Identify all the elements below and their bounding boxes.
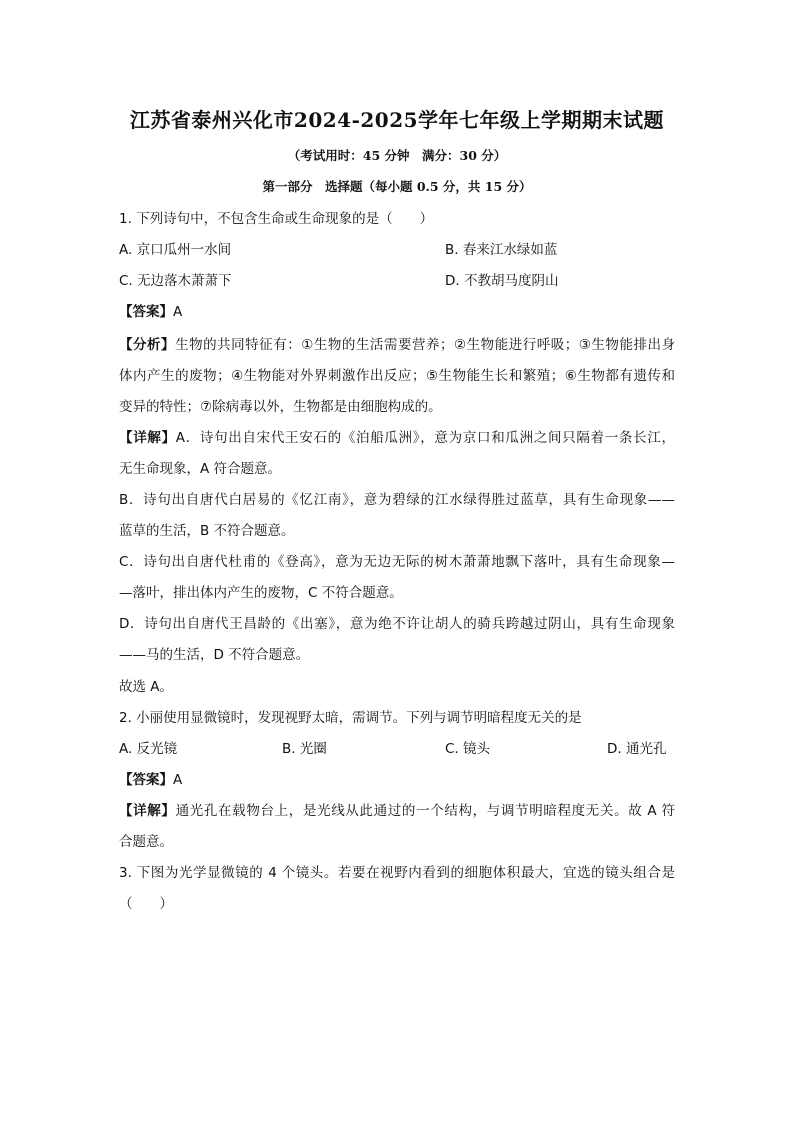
section-heading: 第一部分 选择题（每小题 0.5 分，共 15 分） [262, 179, 532, 194]
q1-detail-line-3: B．诗句出自唐代白居易的《忆江南》，意为碧绿的江水绿得胜过蓝草，具有生命现象—— [119, 492, 675, 508]
answer-value: A [173, 304, 183, 320]
q1-analysis-line-1 [119, 333, 675, 353]
q2-detail-line-1 [119, 799, 675, 819]
q2-detail-line-2: 合题意。 [119, 834, 173, 850]
q2-option-a: A. 反光镜 [119, 741, 178, 757]
detail-text: A．诗句出自宋代王安石的《泊船瓜洲》，意为京口和瓜洲之间只隔着一条长江， [175, 430, 676, 446]
q1-option-d: D. 不教胡马度阴山 [445, 273, 559, 289]
answer-tag: 【答案】 [119, 304, 173, 320]
answer-value: A [173, 772, 183, 788]
q1-detail-line-7: D．诗句出自唐代王昌龄的《出塞》，意为绝不许让胡人的骑兵跨越过阴山，具有生命现象 [119, 616, 675, 632]
q1-detail-line-6: —落叶，排出体内产生的废物，C 不符合题意。 [119, 585, 403, 601]
q1-option-a: A. 京口瓜州一水间 [119, 242, 232, 258]
q2-answer [119, 768, 182, 788]
detail-tag: 【详解】 [119, 803, 176, 819]
q2-option-d: D. 通光孔 [607, 741, 667, 757]
page-title: 江苏省泰州兴化市2024-2025学年七年级上学期期末试题 [129, 108, 665, 132]
q1-detail-line-1 [119, 426, 675, 446]
q1-analysis-line-2: 体内产生的废物；④生物能对外界刺激作出反应；⑤生物能生长和繁殖；⑥生物都有遗传和 [119, 368, 675, 384]
q1-detail-line-5: C．诗句出自唐代杜甫的《登高》，意为无边无际的树木萧萧地飘下落叶，具有生命现象— [119, 554, 675, 570]
detail-text: 通光孔在载物台上，是光线从此通过的一个结构，与调节明暗程度无关。故 A 符 [175, 803, 676, 819]
q1-stem: 1. 下列诗句中，不包含生命或生命现象的是（ ） [119, 211, 434, 227]
analysis-tag: 【分析】 [119, 337, 176, 353]
q2-stem: 2. 小丽使用显微镜时，发现视野太暗，需调节。下列与调节明暗程度无关的是 [119, 710, 582, 726]
detail-tag: 【详解】 [119, 430, 176, 446]
q3-stem-line-2: （ ） [119, 896, 173, 912]
q2-option-b: B. 光圈 [282, 741, 327, 757]
q1-option-c: C. 无边落木萧萧下 [119, 273, 232, 289]
exam-info: （考试用时：45 分钟 满分：30 分） [287, 148, 507, 163]
q1-analysis-line-3: 变异的特性；⑦除病毒以外，生物都是由细胞构成的。 [119, 399, 442, 415]
q1-conclusion: 故选 A。 [119, 679, 174, 695]
analysis-text: 生物的共同特征有：①生物的生活需要营养；②生物能进行呼吸；③生物能排出身 [175, 337, 676, 353]
q1-option-b: B. 春来江水绿如蓝 [445, 242, 558, 258]
q1-detail-line-4: 蓝草的生活，B 不符合题意。 [119, 523, 295, 539]
q2-option-c: C. 镜头 [445, 741, 491, 757]
q1-detail-line-8: ——马的生活，D 不符合题意。 [119, 647, 310, 663]
q1-detail-line-2: 无生命现象，A 符合题意。 [119, 461, 282, 477]
q3-stem-line-1: 3. 下图为光学显微镜的 4 个镜头。若要在视野内看到的细胞体积最大，宜选的镜头组合是 [119, 865, 675, 881]
answer-tag: 【答案】 [119, 772, 173, 788]
q1-answer [119, 300, 182, 320]
